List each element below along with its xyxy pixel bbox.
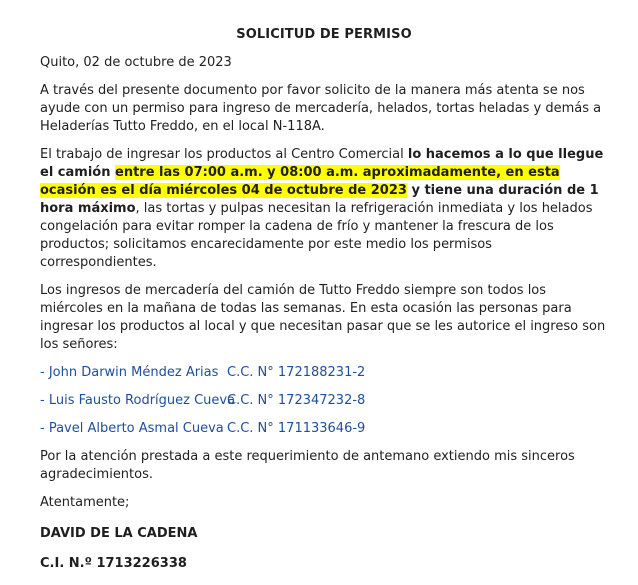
document-page — [40, 26, 608, 585]
person-list-item — [40, 420, 608, 438]
signer-name: DAVID DE LA CADENA — [40, 526, 198, 541]
paragraph-schedule — [40, 146, 608, 272]
schedule-highlight: entre las 07:00 a.m. y 08:00 a.m. aproximadamente, en esta ocasión es el día miércoles 04 de octubre de 2023 — [40, 165, 560, 198]
person-name: - John Darwin Méndez Arias — [40, 365, 219, 380]
person-name: - Luis Fausto Rodríguez Cueva — [40, 393, 236, 408]
person-id: C.C. N° 172188231-2 — [227, 365, 366, 380]
person-name: - Pavel Alberto Asmal Cueva — [40, 421, 224, 436]
schedule-bold-start: lo hacemos a lo que llegue el camión — [40, 147, 604, 180]
schedule-text-start: El trabajo de ingresar los productos al Centro Comercial — [40, 147, 408, 162]
person-id: C.C. N° 171133646-9 — [227, 421, 366, 436]
signer-id: C.I. N.º 1713226338 — [40, 556, 187, 571]
schedule-text-end: , las tortas y pulpas necesitan la refrigeración inmediata y los helados congelación para evitar romper la cadena de frío y mantener la frescura de los productos; solicitamos encarecidamente por este medio los permisos correspondientes. — [40, 201, 593, 270]
person-list-item — [40, 364, 608, 382]
closing-line: Atentamente; — [40, 495, 130, 510]
person-id: C.C. N° 172347232-8 — [227, 393, 366, 408]
paragraph-people-intro: Los ingresos de mercadería del camión de Tutto Freddo siempre son todos los miércoles en la mañana de todas las semanas. En esta ocasión las personas para ingresar los productos al local y que necesitan pasar que se les autorice el ingreso son los señores: — [40, 283, 606, 352]
paragraph-intro: A través del presente documento por favor solicito de la manera más atenta se nos ayude con un permiso para ingreso de mercadería, helados, tortas heladas y demás a Heladerías Tutto Freddo, en el local N-118A. — [40, 83, 602, 134]
paragraph-thanks: Por la atención prestada a este requerimiento de antemano extiendo mis sinceros agradecimientos. — [40, 449, 575, 482]
document-title: SOLICITUD DE PERMISO — [236, 27, 412, 42]
person-list-item — [40, 392, 608, 410]
schedule-bold-duration: y tiene una duración de 1 hora máximo — [40, 183, 599, 216]
date-line: Quito, 02 de octubre de 2023 — [40, 55, 232, 70]
